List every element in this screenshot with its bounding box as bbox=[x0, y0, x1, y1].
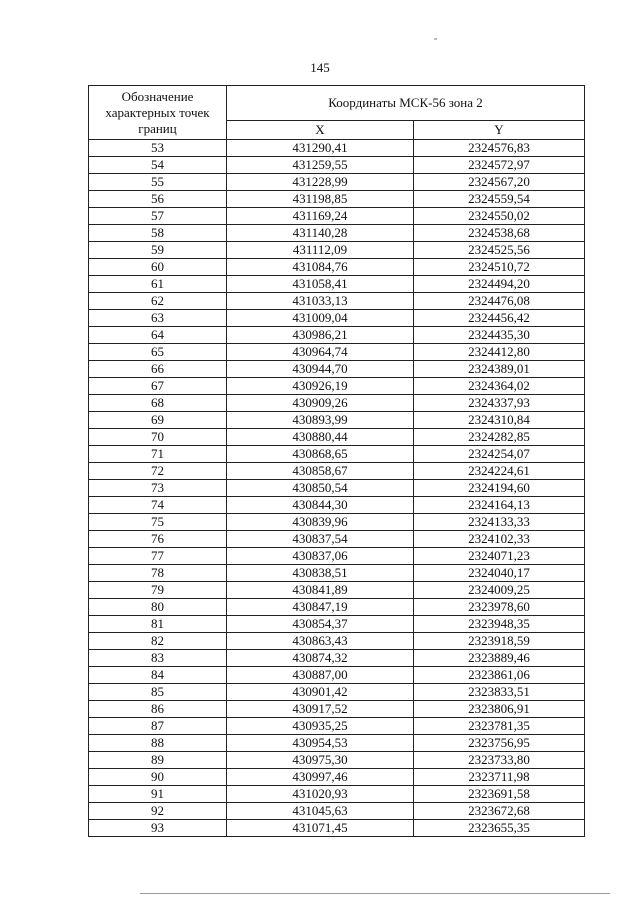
table-row bbox=[89, 820, 585, 837]
x-coordinate-cell: 430926,19 bbox=[227, 378, 414, 395]
y-coordinate-cell: 2324572,97 bbox=[414, 157, 585, 174]
point-cell: 76 bbox=[89, 531, 227, 548]
point-cell: 75 bbox=[89, 514, 227, 531]
table-row bbox=[89, 157, 585, 174]
x-coordinate-cell: 430839,96 bbox=[227, 514, 414, 531]
table-row bbox=[89, 259, 585, 276]
table-row bbox=[89, 378, 585, 395]
point-cell: 54 bbox=[89, 157, 227, 174]
table-row bbox=[89, 310, 585, 327]
y-column-header: Y bbox=[414, 121, 585, 140]
x-coordinate-cell: 431140,28 bbox=[227, 225, 414, 242]
x-coordinate-cell: 430854,37 bbox=[227, 616, 414, 633]
y-coordinate-cell: 2324282,85 bbox=[414, 429, 585, 446]
x-column-header: X bbox=[227, 121, 414, 140]
y-coordinate-cell: 2323806,91 bbox=[414, 701, 585, 718]
x-coordinate-cell: 430837,06 bbox=[227, 548, 414, 565]
table-row bbox=[89, 412, 585, 429]
y-coordinate-cell: 2324224,61 bbox=[414, 463, 585, 480]
point-cell: 71 bbox=[89, 446, 227, 463]
x-coordinate-cell: 430858,67 bbox=[227, 463, 414, 480]
table-header bbox=[89, 86, 585, 140]
y-coordinate-cell: 2323833,51 bbox=[414, 684, 585, 701]
x-coordinate-cell: 430838,51 bbox=[227, 565, 414, 582]
table-row bbox=[89, 565, 585, 582]
table-row bbox=[89, 684, 585, 701]
point-cell: 80 bbox=[89, 599, 227, 616]
x-coordinate-cell: 431228,99 bbox=[227, 174, 414, 191]
y-coordinate-cell: 2324435,30 bbox=[414, 327, 585, 344]
point-cell: 55 bbox=[89, 174, 227, 191]
point-cell: 63 bbox=[89, 310, 227, 327]
x-coordinate-cell: 430975,30 bbox=[227, 752, 414, 769]
table-row bbox=[89, 191, 585, 208]
table-row bbox=[89, 293, 585, 310]
table-row bbox=[89, 242, 585, 259]
table-row bbox=[89, 327, 585, 344]
point-cell: 67 bbox=[89, 378, 227, 395]
point-cell: 58 bbox=[89, 225, 227, 242]
x-coordinate-cell: 431198,85 bbox=[227, 191, 414, 208]
x-coordinate-cell: 430880,44 bbox=[227, 429, 414, 446]
point-cell: 74 bbox=[89, 497, 227, 514]
point-cell: 66 bbox=[89, 361, 227, 378]
table-row bbox=[89, 344, 585, 361]
y-coordinate-cell: 2324559,54 bbox=[414, 191, 585, 208]
y-coordinate-cell: 2324337,93 bbox=[414, 395, 585, 412]
point-cell: 73 bbox=[89, 480, 227, 497]
table-body bbox=[89, 140, 585, 837]
point-cell: 65 bbox=[89, 344, 227, 361]
table-row bbox=[89, 429, 585, 446]
table-row bbox=[89, 599, 585, 616]
x-coordinate-cell: 431045,63 bbox=[227, 803, 414, 820]
table-row bbox=[89, 633, 585, 650]
point-cell: 93 bbox=[89, 820, 227, 837]
y-coordinate-cell: 2323889,46 bbox=[414, 650, 585, 667]
point-cell: 85 bbox=[89, 684, 227, 701]
y-coordinate-cell: 2324389,01 bbox=[414, 361, 585, 378]
x-coordinate-cell: 430954,53 bbox=[227, 735, 414, 752]
y-coordinate-cell: 2324133,33 bbox=[414, 514, 585, 531]
table-row bbox=[89, 735, 585, 752]
point-cell: 82 bbox=[89, 633, 227, 650]
point-cell: 60 bbox=[89, 259, 227, 276]
x-coordinate-cell: 430917,52 bbox=[227, 701, 414, 718]
header-row-top bbox=[89, 86, 585, 121]
x-coordinate-cell: 431290,41 bbox=[227, 140, 414, 157]
table-row bbox=[89, 174, 585, 191]
table-row bbox=[89, 463, 585, 480]
y-coordinate-cell: 2324510,72 bbox=[414, 259, 585, 276]
x-coordinate-cell: 431259,55 bbox=[227, 157, 414, 174]
table-row bbox=[89, 480, 585, 497]
point-cell: 56 bbox=[89, 191, 227, 208]
x-coordinate-cell: 430887,00 bbox=[227, 667, 414, 684]
x-coordinate-cell: 431084,76 bbox=[227, 259, 414, 276]
table-row bbox=[89, 208, 585, 225]
point-cell: 57 bbox=[89, 208, 227, 225]
table-row bbox=[89, 276, 585, 293]
coordinates-header: Координаты МСК-56 зона 2 bbox=[227, 86, 585, 121]
point-cell: 83 bbox=[89, 650, 227, 667]
x-coordinate-cell: 430935,25 bbox=[227, 718, 414, 735]
point-cell: 79 bbox=[89, 582, 227, 599]
table-row bbox=[89, 514, 585, 531]
point-cell: 59 bbox=[89, 242, 227, 259]
table-row bbox=[89, 497, 585, 514]
page-number: 145 bbox=[310, 60, 330, 75]
y-coordinate-cell: 2323691,58 bbox=[414, 786, 585, 803]
table-row bbox=[89, 667, 585, 684]
x-coordinate-cell: 431033,13 bbox=[227, 293, 414, 310]
table-row bbox=[89, 752, 585, 769]
y-coordinate-cell: 2323711,98 bbox=[414, 769, 585, 786]
table-row bbox=[89, 701, 585, 718]
table-row bbox=[89, 361, 585, 378]
x-coordinate-cell: 430997,46 bbox=[227, 769, 414, 786]
y-coordinate-cell: 2323756,95 bbox=[414, 735, 585, 752]
x-coordinate-cell: 431058,41 bbox=[227, 276, 414, 293]
y-coordinate-cell: 2324040,17 bbox=[414, 565, 585, 582]
point-cell: 61 bbox=[89, 276, 227, 293]
point-cell: 53 bbox=[89, 140, 227, 157]
y-coordinate-cell: 2323672,68 bbox=[414, 803, 585, 820]
y-coordinate-cell: 2324494,20 bbox=[414, 276, 585, 293]
table-row bbox=[89, 225, 585, 242]
x-coordinate-cell: 430868,65 bbox=[227, 446, 414, 463]
x-coordinate-cell: 430863,43 bbox=[227, 633, 414, 650]
point-cell: 84 bbox=[89, 667, 227, 684]
y-coordinate-cell: 2324456,42 bbox=[414, 310, 585, 327]
y-coordinate-cell: 2324310,84 bbox=[414, 412, 585, 429]
point-cell: 89 bbox=[89, 752, 227, 769]
x-coordinate-cell: 430874,32 bbox=[227, 650, 414, 667]
point-cell: 87 bbox=[89, 718, 227, 735]
y-coordinate-cell: 2324576,83 bbox=[414, 140, 585, 157]
point-cell: 86 bbox=[89, 701, 227, 718]
y-coordinate-cell: 2324102,33 bbox=[414, 531, 585, 548]
y-coordinate-cell: 2324364,02 bbox=[414, 378, 585, 395]
table-row bbox=[89, 395, 585, 412]
x-coordinate-cell: 431169,24 bbox=[227, 208, 414, 225]
y-coordinate-cell: 2324525,56 bbox=[414, 242, 585, 259]
point-cell: 70 bbox=[89, 429, 227, 446]
point-column-header: Обозначение характерных точек границ bbox=[89, 86, 227, 140]
y-coordinate-cell: 2323918,59 bbox=[414, 633, 585, 650]
x-coordinate-cell: 430964,74 bbox=[227, 344, 414, 361]
y-coordinate-cell: 2324538,68 bbox=[414, 225, 585, 242]
point-cell: 88 bbox=[89, 735, 227, 752]
table-row bbox=[89, 616, 585, 633]
point-cell: 90 bbox=[89, 769, 227, 786]
scan-artifact-dot bbox=[434, 38, 437, 40]
table-row bbox=[89, 769, 585, 786]
x-coordinate-cell: 431112,09 bbox=[227, 242, 414, 259]
point-cell: 92 bbox=[89, 803, 227, 820]
point-cell: 69 bbox=[89, 412, 227, 429]
table-row bbox=[89, 446, 585, 463]
table-row bbox=[89, 548, 585, 565]
table-row bbox=[89, 531, 585, 548]
point-cell: 68 bbox=[89, 395, 227, 412]
y-coordinate-cell: 2324550,02 bbox=[414, 208, 585, 225]
table-row bbox=[89, 140, 585, 157]
coordinates-table bbox=[88, 85, 585, 837]
scan-artifact-line bbox=[140, 893, 610, 894]
y-coordinate-cell: 2324164,13 bbox=[414, 497, 585, 514]
table-row bbox=[89, 803, 585, 820]
x-coordinate-cell: 430844,30 bbox=[227, 497, 414, 514]
y-coordinate-cell: 2324071,23 bbox=[414, 548, 585, 565]
x-coordinate-cell: 430901,42 bbox=[227, 684, 414, 701]
x-coordinate-cell: 430850,54 bbox=[227, 480, 414, 497]
y-coordinate-cell: 2323948,35 bbox=[414, 616, 585, 633]
point-cell: 62 bbox=[89, 293, 227, 310]
x-coordinate-cell: 430847,19 bbox=[227, 599, 414, 616]
point-cell: 78 bbox=[89, 565, 227, 582]
y-coordinate-cell: 2323978,60 bbox=[414, 599, 585, 616]
y-coordinate-cell: 2324476,08 bbox=[414, 293, 585, 310]
y-coordinate-cell: 2324567,20 bbox=[414, 174, 585, 191]
table-row bbox=[89, 582, 585, 599]
y-coordinate-cell: 2324254,07 bbox=[414, 446, 585, 463]
y-coordinate-cell: 2324412,80 bbox=[414, 344, 585, 361]
point-cell: 81 bbox=[89, 616, 227, 633]
x-coordinate-cell: 430841,89 bbox=[227, 582, 414, 599]
x-coordinate-cell: 430837,54 bbox=[227, 531, 414, 548]
x-coordinate-cell: 431009,04 bbox=[227, 310, 414, 327]
x-coordinate-cell: 430986,21 bbox=[227, 327, 414, 344]
point-cell: 77 bbox=[89, 548, 227, 565]
table-row bbox=[89, 650, 585, 667]
x-coordinate-cell: 431020,93 bbox=[227, 786, 414, 803]
y-coordinate-cell: 2323733,80 bbox=[414, 752, 585, 769]
table-row bbox=[89, 786, 585, 803]
x-coordinate-cell: 430909,26 bbox=[227, 395, 414, 412]
y-coordinate-cell: 2324194,60 bbox=[414, 480, 585, 497]
y-coordinate-cell: 2323655,35 bbox=[414, 820, 585, 837]
x-coordinate-cell: 430944,70 bbox=[227, 361, 414, 378]
point-cell: 64 bbox=[89, 327, 227, 344]
y-coordinate-cell: 2323781,35 bbox=[414, 718, 585, 735]
x-coordinate-cell: 431071,45 bbox=[227, 820, 414, 837]
point-cell: 72 bbox=[89, 463, 227, 480]
table-row bbox=[89, 718, 585, 735]
y-coordinate-cell: 2323861,06 bbox=[414, 667, 585, 684]
y-coordinate-cell: 2324009,25 bbox=[414, 582, 585, 599]
x-coordinate-cell: 430893,99 bbox=[227, 412, 414, 429]
point-cell: 91 bbox=[89, 786, 227, 803]
